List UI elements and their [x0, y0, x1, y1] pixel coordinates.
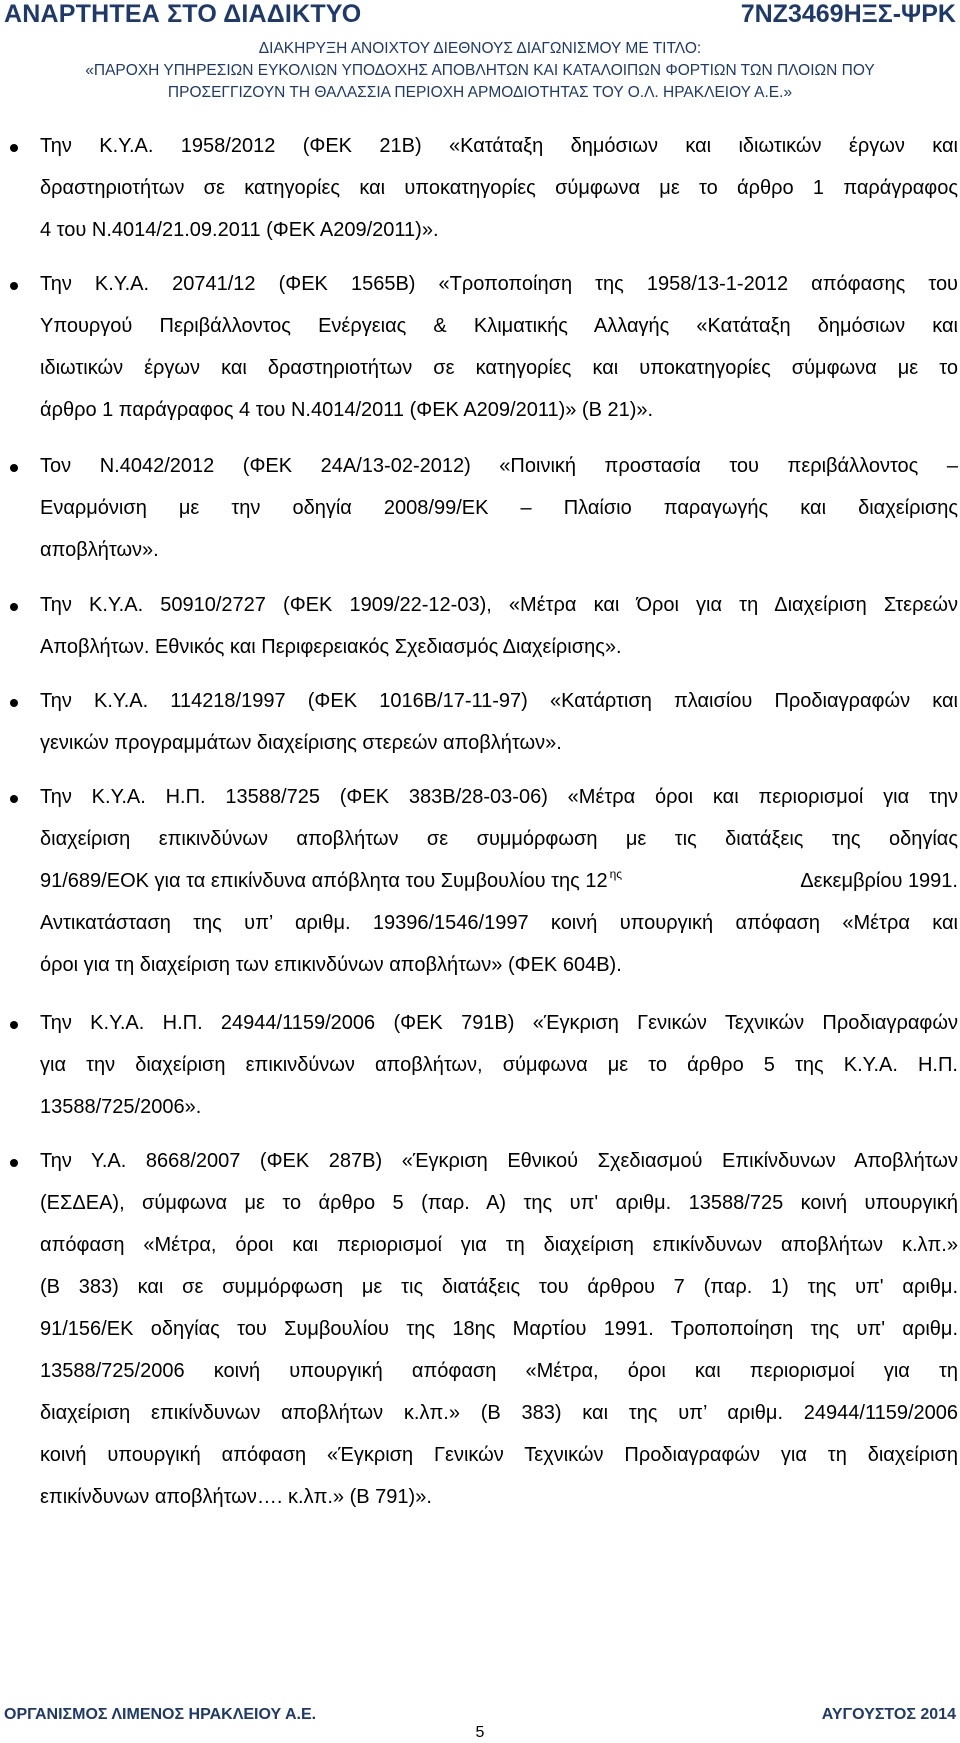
item-line: απόφαση «Μέτρα, όροι και περιορισμοί για τη διαχείριση επικίνδυνων αποβλήτων κ.λπ.»: [40, 1234, 958, 1256]
header-subtitle-3: ΠΡΟΣΕΓΓΙΖΟΥΝ ΤΗ ΘΑΛΑΣΣΙΑ ΠΕΡΙΟΧΗ ΑΡΜΟΔΙΟΤΗΤΑΣ ΤΟΥ Ο.Λ. ΗΡΑΚΛΕΙΟΥ Α.Ε.»: [167, 84, 793, 101]
bullet-icon: [10, 464, 18, 472]
item-line: 13588/725/2006».: [40, 1096, 202, 1118]
page-number: 5: [475, 1724, 485, 1741]
item-line: Αποβλήτων. Εθνικός και Περιφερειακός Σχεδιασμός Διαχείρισης».: [40, 636, 622, 658]
item-line: 13588/725/2006 κοινή υπουργική απόφαση «Μέτρα, όροι και περιορισμοί για τη: [40, 1360, 958, 1382]
bullet-icon: [10, 603, 18, 611]
item-line: όροι για τη διαχείριση των επικινδύνων αποβλήτων» (ΦΕΚ 604Β).: [40, 954, 622, 976]
item-line: 4 του Ν.4014/21.09.2011 (ΦΕΚ Α209/2011)».: [40, 219, 439, 241]
header-title: ΑΝΑΡΤΗΤΕΑ ΣΤΟ ΔΙΑΔΙΚΤΥΟ: [4, 0, 362, 28]
item-line: Την Κ.Υ.Α. 20741/12 (ΦΕΚ 1565Β) «Τροποποίηση της 1958/13-1-2012 απόφασης του: [40, 273, 958, 295]
footer-date: ΑΥΓΟΥΣΤΟΣ 2014: [821, 1706, 956, 1723]
item-line: (ΕΣΔΕΑ), σύμφωνα με το άρθρο 5 (παρ. Α) της υπ' αριθμ. 13588/725 κοινή υπουργική: [40, 1192, 958, 1214]
item-line: γενικών προγραμμάτων διαχείρισης στερεών αποβλήτων».: [40, 732, 562, 754]
item-line: Εναρμόνιση με την οδηγία 2008/99/ΕΚ – Πλαίσιο παραγωγής και διαχείρισης: [40, 497, 958, 519]
header-subtitle-1: ΔΙΑΚΗΡΥΞΗ ΑΝΟΙΧΤΟΥ ΔΙΕΘΝΟΥΣ ΔΙΑΓΩΝΙΣΜΟΥ ΜΕ ΤΙΤΛΟ:: [258, 40, 702, 57]
item-line: για την διαχείριση επικινδύνων αποβλήτων, σύμφωνα με το άρθρο 5 της Κ.Υ.Α. Η.Π.: [40, 1054, 958, 1076]
bullet-icon: [10, 795, 18, 803]
bullet-icon: [10, 1159, 18, 1167]
line-text-part: 91/689/ΕΟΚ για τα επικίνδυνα απόβλητα του Συμβουλίου της 12: [40, 870, 608, 892]
item-line: Την Κ.Υ.Α. 50910/2727 (ΦΕΚ 1909/22-12-03), «Μέτρα και Όροι για τη Διαχείριση Στερεών: [40, 594, 958, 616]
bullet-icon: [10, 282, 18, 290]
item-line: Την Κ.Υ.Α. 1958/2012 (ΦΕΚ 21Β) «Κατάταξη δημόσιων και ιδιωτικών έργων και: [40, 135, 958, 157]
item-line-text: [40, 869, 628, 895]
footer-organization: ΟΡΓΑΝΙΣΜΟΣ ΛΙΜΕΝΟΣ ΗΡΑΚΛΕΙΟΥ Α.Ε.: [4, 1706, 317, 1723]
bullet-icon: [10, 699, 18, 707]
item-line: Υπουργού Περιβάλλοντος Ενέργειας & Κλιματικής Αλλαγής «Κατάταξη δημόσιων και: [40, 315, 958, 337]
item-line: επικίνδυνων αποβλήτων…. κ.λπ.» (Β 791)».: [40, 1486, 432, 1508]
item-line: άρθρο 1 παράγραφος 4 του Ν.4014/2011 (ΦΕΚ Α209/2011)» (Β 21)».: [40, 399, 654, 421]
bullet-icon: [10, 1021, 18, 1029]
item-line: Αντικατάσταση της υπ’ αριθμ. 19396/1546/1997 κοινή υπουργική απόφαση «Μέτρα και: [40, 912, 958, 934]
item-line: κοινή υπουργική απόφαση «Έγκριση Γενικών Τεχνικών Προδιαγραφών για τη διαχείριση: [40, 1444, 958, 1466]
item-line: (Β 383) και σε συμμόρφωση με τις διατάξεις του άρθρου 7 (παρ. 1) της υπ' αριθμ.: [40, 1276, 958, 1298]
item-line: διαχείριση επικίνδυνων αποβλήτων κ.λπ.» (Β 383) και της υπ’ αριθμ. 24944/1159/2006: [40, 1402, 958, 1424]
superscript: ης: [609, 867, 623, 881]
item-line: Την Κ.Υ.Α. Η.Π. 24944/1159/2006 (ΦΕΚ 791Β) «Έγκριση Γενικών Τεχνικών Προδιαγραφών: [40, 1012, 958, 1034]
item-line-with-superscript: [40, 869, 958, 895]
item-line: Την Κ.Υ.Α. 114218/1997 (ΦΕΚ 1016Β/17-11-97) «Κατάρτιση πλαισίου Προδιαγραφών και: [40, 690, 958, 712]
item-line: δραστηριοτήτων σε κατηγορίες και υποκατηγορίες σύμφωνα με το άρθρο 1 παράγραφος: [40, 177, 958, 199]
item-line: διαχείριση επικινδύνων αποβλήτων σε συμμόρφωση με τις διατάξεις της οδηγίας: [40, 828, 958, 850]
header-protocol-code: 7ΝΖ3469ΗΞΣ-ΨΡΚ: [740, 0, 956, 28]
item-line: Την Κ.Υ.Α. Η.Π. 13588/725 (ΦΕΚ 383Β/28-03-06) «Μέτρα όροι και περιορισμοί για την: [40, 786, 958, 808]
item-line: 91/156/ΕΚ οδηγίας του Συμβουλίου της 18ης Μαρτίου 1991. Τροποποίηση της υπ' αριθμ.: [40, 1318, 958, 1340]
item-line: αποβλήτων».: [40, 539, 159, 561]
header-subtitle-2: «ΠΑΡΟΧΗ ΥΠΗΡΕΣΙΩΝ ΕΥΚΟΛΙΩΝ ΥΠΟΔΟΧΗΣ ΑΠΟΒΛΗΤΩΝ ΚΑΙ ΚΑΤΑΛΟΙΠΩΝ ΦΟΡΤΙΩΝ ΤΩΝ ΠΛΟΙΩΝ ΠΟΥ: [85, 62, 875, 79]
bullet-icon: [10, 144, 18, 152]
item-line: Τον Ν.4042/2012 (ΦΕΚ 24Α/13-02-2012) «Ποινική προστασία του περιβάλλοντος –: [40, 455, 958, 477]
item-line: ιδιωτικών έργων και δραστηριοτήτων σε κατηγορίες και υποκατηγορίες σύμφωνα με το: [40, 357, 958, 379]
item-line: Την Υ.Α. 8668/2007 (ΦΕΚ 287Β) «Έγκριση Εθνικού Σχεδιασμού Επικίνδυνων Αποβλήτων: [40, 1150, 958, 1172]
line-text-tail: Δεκεμβρίου 1991.: [800, 870, 958, 892]
